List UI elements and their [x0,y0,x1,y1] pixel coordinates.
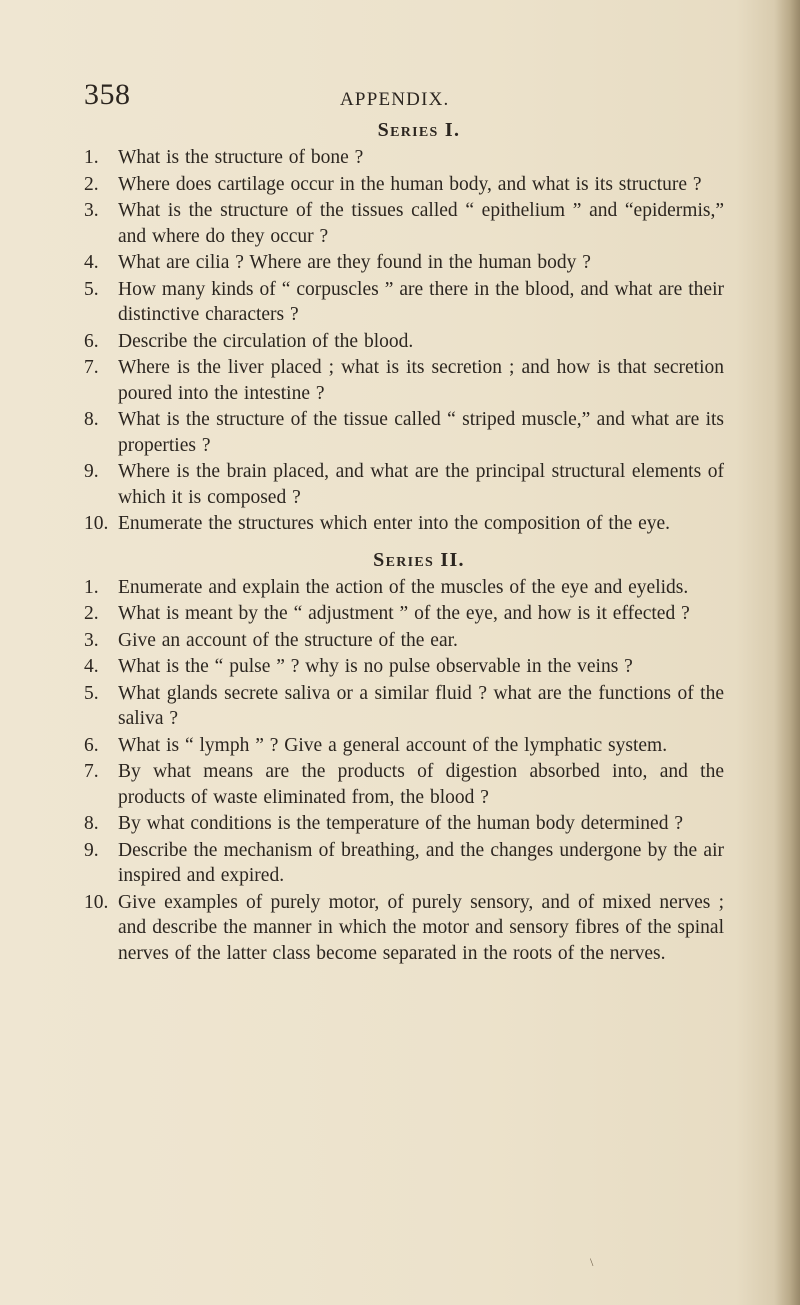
question-item [84,250,724,276]
question-text: What are cilia ? Where are they found in the human body ? [118,252,591,273]
question-text: Describe the mechanism of breathing, and the changes undergone by the air inspired and expired. [118,839,724,886]
question-text: How many kinds of “ corpuscles ” are there in the blood, and what are their distinctive characters ? [118,278,724,325]
series-one-heading: Series I. [377,119,461,141]
question-text: Enumerate the structures which enter into the composition of the eye. [118,513,671,534]
question-number: 5. [84,682,99,704]
series-two-question-list [84,575,724,967]
question-number: 7. [84,761,99,782]
page-number: 358 [84,78,131,111]
question-text: Where is the liver placed ; what is its secretion ; and how is that secretion poured into the intestine ? [118,357,724,404]
question-number: 2. [84,603,99,624]
question-item [84,355,724,406]
appendix-content [84,115,724,967]
question-item [84,575,724,601]
question-text: What is meant by the “ adjustment ” of the eye, and how is it effected ? [118,603,690,624]
question-text: By what conditions is the temperature of the human body determined ? [118,813,683,834]
question-number: 4. [84,656,99,677]
question-number: 6. [84,330,99,352]
question-item [84,681,724,732]
question-text: What is “ lymph ” ? Give a general account of the lymphatic system. [118,734,668,756]
question-number: 4. [84,252,99,273]
question-number: 1. [84,576,99,598]
question-text: What is the structure of bone ? [118,147,364,168]
question-item [84,890,724,967]
question-item [84,145,724,171]
series-two-heading: Series II. [373,548,465,571]
question-item [84,407,724,458]
question-text: Give examples of purely motor, of purely sensory, and of mixed nerves ; and describe the manner in which the motor and sensory fibres of the spinal nerves of the latter class become separated in the roots of the nerves. [118,891,724,964]
question-item [84,654,724,680]
question-text: What is the structure of the tissue called “ striped muscle,” and what are its properties ? [118,409,724,456]
question-item [84,329,724,355]
question-text: Enumerate and explain the action of the muscles of the eye and eyelids. [118,576,689,598]
series-one-question-list [84,145,724,537]
question-number: 7. [84,357,99,378]
question-text: What is the structure of the tissues called “ epithelium ” and “epidermis,” and where do they occur ? [118,200,724,247]
question-text: Where does cartilage occur in the human body, and what is its structure ? [118,173,702,195]
question-item [84,277,724,328]
question-number: 2. [84,173,99,195]
question-number: 9. [84,839,99,861]
question-text: By what means are the products of digestion absorbed into, and the products of waste eliminated from, the blood ? [118,761,724,808]
question-number: 8. [84,409,99,430]
question-item [84,198,724,249]
running-head [84,78,724,118]
question-number: 1. [84,147,99,168]
question-number: 5. [84,278,99,300]
question-item [84,838,724,889]
question-number: 10. [84,513,109,534]
question-item [84,459,724,510]
running-title: APPENDIX. [340,89,450,110]
question-number: 10. [84,891,109,913]
page-edge-shadow [774,0,800,1305]
question-text: Where is the brain placed, and what are the principal structural elements of which it is composed ? [118,461,724,508]
question-number: 8. [84,813,99,834]
stray-print-mark: \ [590,1255,594,1269]
question-item [84,601,724,627]
question-text: What is the “ pulse ” ? why is no pulse observable in the veins ? [118,656,633,677]
question-text: Describe the circulation of the blood. [118,330,414,352]
question-item [84,511,724,537]
question-number: 3. [84,200,99,221]
question-item [84,811,724,837]
question-item [84,172,724,198]
question-item [84,733,724,759]
question-number: 9. [84,461,99,482]
question-item [84,759,724,810]
question-text: Give an account of the structure of the ear. [118,629,458,651]
question-number: 3. [84,629,99,651]
question-item [84,628,724,654]
question-text: What glands secrete saliva or a similar fluid ? what are the functions of the saliva ? [118,682,724,729]
question-number: 6. [84,734,99,756]
